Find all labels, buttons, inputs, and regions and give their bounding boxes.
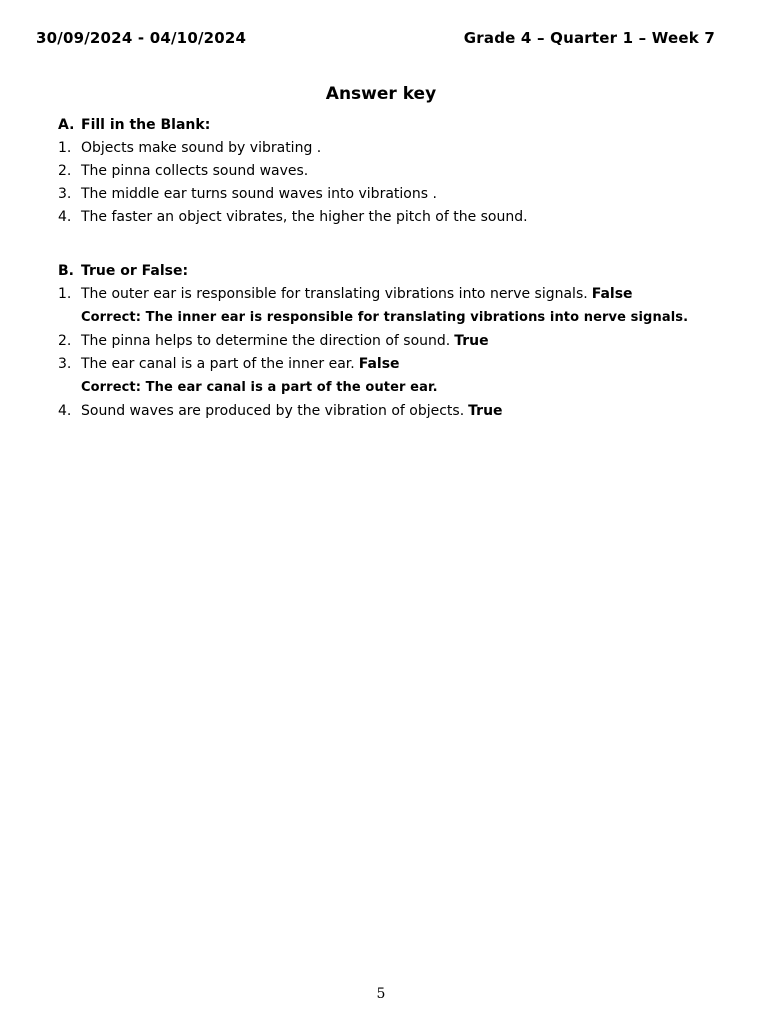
item-number: 1. — [58, 139, 72, 156]
answer-label: False — [591, 285, 633, 302]
item-text: The middle ear turns sound waves into vibrations . — [81, 185, 437, 202]
item-text: Objects make sound by vibrating . — [81, 139, 322, 156]
item-text: The faster an object vibrates, the higher the pitch of the sound. — [81, 208, 528, 225]
section-b-letter: B. — [58, 263, 74, 279]
section-a-title: Fill in the Blank: — [81, 117, 211, 133]
item-number: 3. — [58, 185, 72, 202]
correction-note: Correct: The ear canal is a part of the outer ear. — [81, 379, 438, 395]
section-true-or-false — [58, 260, 738, 422]
section-a-letter: A. — [58, 117, 75, 133]
item-number: 2. — [58, 162, 72, 179]
list-item — [58, 329, 738, 352]
item-number: 2. — [58, 332, 72, 349]
section-fill-in-the-blank — [58, 114, 738, 228]
list-item — [58, 282, 738, 329]
item-text: The pinna helps to determine the direction of sound. — [81, 332, 451, 349]
item-number: 3. — [58, 355, 72, 372]
section-a-heading — [58, 114, 738, 136]
item-text: The pinna collects sound waves. — [81, 162, 309, 179]
list-item — [58, 399, 738, 422]
fill-in-blank-list — [58, 136, 738, 228]
list-item — [58, 136, 738, 159]
grade-info: Grade 4 – Quarter 1 – Week 7 — [463, 29, 715, 47]
section-b-title: True or False: — [81, 263, 189, 279]
item-text: The outer ear is responsible for translating vibrations into nerve signals. — [81, 285, 588, 302]
answer-label: False — [358, 355, 400, 372]
item-number: 4. — [58, 208, 72, 225]
item-number: 1. — [58, 285, 72, 302]
page-header — [36, 29, 715, 47]
list-item — [58, 159, 738, 182]
page-number: 5 — [376, 986, 386, 1002]
page-title: Answer key — [325, 84, 437, 104]
correction-note: Correct: The inner ear is responsible for translating vibrations into nerve signals. — [81, 309, 689, 325]
item-number: 4. — [58, 402, 72, 419]
date-range: 30/09/2024 - 04/10/2024 — [36, 29, 247, 47]
list-item — [58, 182, 738, 205]
section-b-heading — [58, 260, 738, 282]
true-false-list — [58, 282, 738, 422]
item-text: Sound waves are produced by the vibration of objects. — [81, 402, 465, 419]
list-item — [58, 352, 738, 399]
answer-label: True — [468, 402, 503, 419]
answer-label: True — [454, 332, 489, 349]
list-item — [58, 205, 738, 228]
item-text: The ear canal is a part of the inner ear. — [81, 355, 355, 372]
